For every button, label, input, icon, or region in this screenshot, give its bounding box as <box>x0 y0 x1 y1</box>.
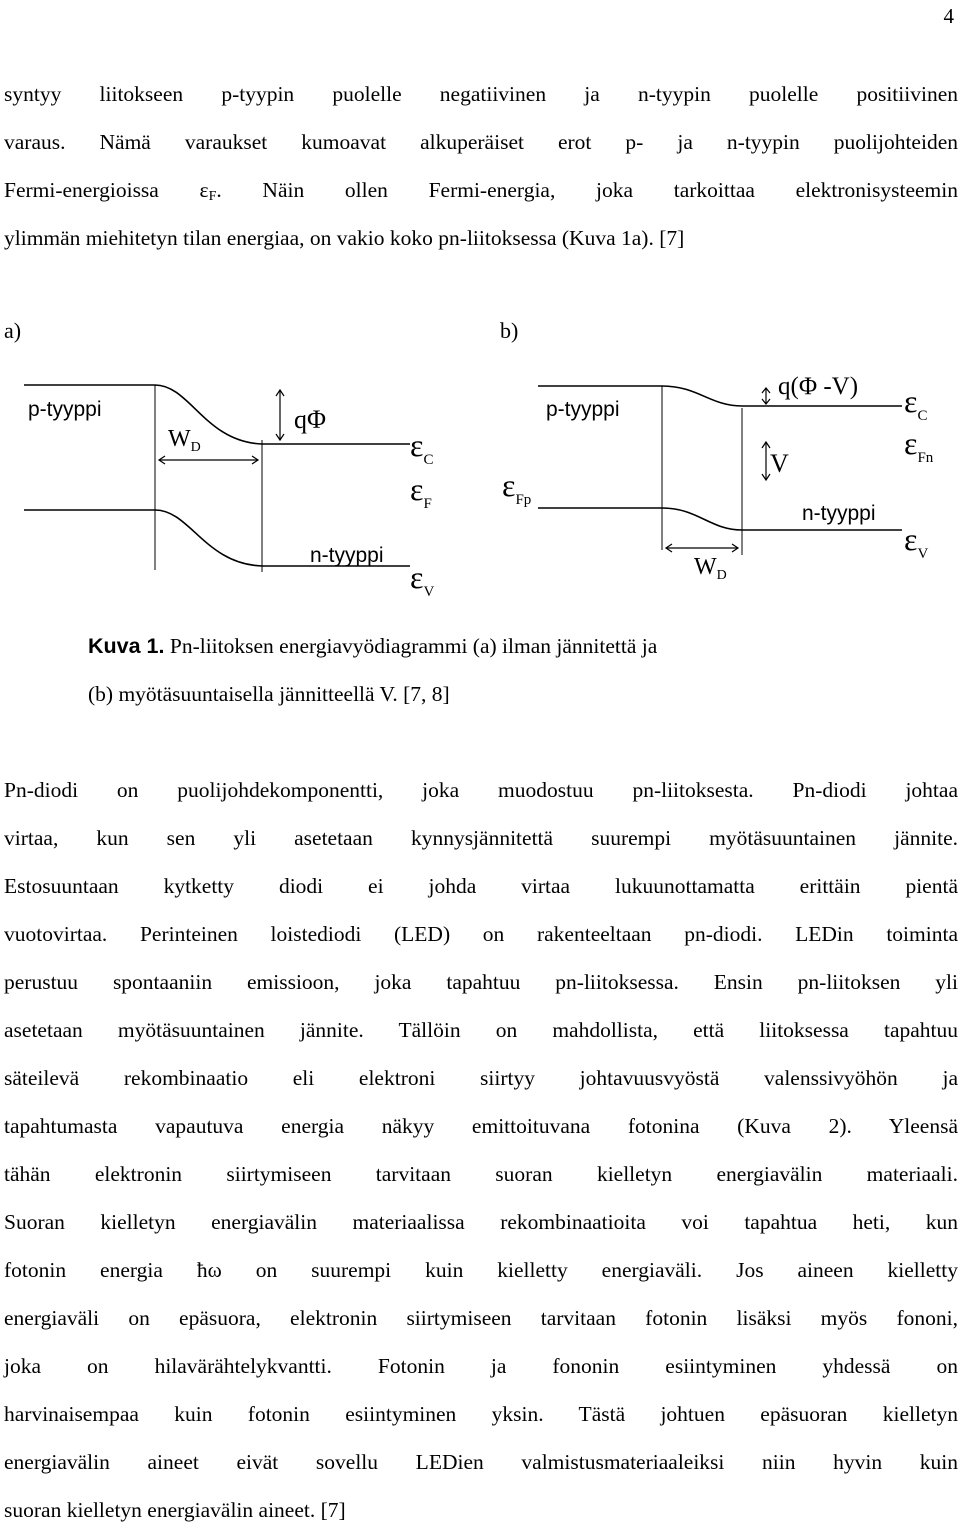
caption-label: Kuva 1. <box>88 634 165 658</box>
text-line: Estosuuntaan kytketty diodi ei johda virtaa lukuunottamatta erittäin pientä <box>4 874 958 898</box>
figure-label-a: a) <box>4 318 22 343</box>
ev-label-b: $\varepsilon_V$ <box>904 521 929 562</box>
figure-caption: Kuva 1. Pn-liitoksen energiavyödiagrammi (a) ilman jännitettä ja (b) myötäsuuntaisella jännitteellä V. [7, 8] <box>88 634 658 706</box>
ev-label-a: $\varepsilon_V$ <box>410 559 435 600</box>
page-number: 4 <box>943 4 954 28</box>
ec-label-a: $\varepsilon_C$ <box>410 427 434 468</box>
text-line: virtaa, kun sen yli asetetaan kynnysjännitettä suurempi myötäsuuntainen jännite. <box>4 826 958 850</box>
text-line: joka on hilavärähtelykvantti. Fotonin ja fononin esiintyminen yhdessä on <box>4 1354 958 1378</box>
text-line: ylimmän miehitetyn tilan energiaa, on vakio koko pn-liitoksessa (Kuva 1a). [7] <box>4 226 685 250</box>
figure-label-b: b) <box>500 318 519 343</box>
text-line: suoran kielletyn energiavälin aineet. [7] <box>4 1498 346 1522</box>
text-line: fotonin energia ħω on suurempi kuin kielletty energiaväli. Jos aineen kielletty <box>4 1258 958 1282</box>
text-line: varaus. Nämä varaukset kumoavat alkuperäiset erot p- ja n-tyypin puolijohteiden <box>4 130 958 154</box>
text-line: Fermi-energioissa $\varepsilon_F$. Näin ollen Fermi-energia, joka tarkoittaa elektronisysteemin <box>4 178 958 204</box>
barrier-label-a: qΦ <box>294 405 327 434</box>
text-line: harvinaisempaa kuin fotonin esiintyminen yksin. Tästä johtuen epäsuoran kielletyn <box>4 1402 958 1426</box>
text-line: Suoran kielletyn energiavälin materiaalissa rekombinaatioita voi tapahtua heti, kun <box>4 1210 958 1234</box>
text-line: tapahtumasta vapautuva energia näkyy emittoituvana fotonina (Kuva 2). Yleensä <box>4 1114 958 1138</box>
text-line: perustuu spontaaniin emissioon, joka tapahtuu pn-liitoksessa. Ensin pn-liitoksen yli <box>4 970 958 994</box>
text-line: tähän elektronin siirtymiseen tarvitaan suoran kielletyn energiavälin materiaali. <box>4 1162 958 1186</box>
wd-label-b: $W_D$ <box>694 554 727 583</box>
text-line: energiavälin aineet eivät sovellu LEDien valmistusmateriaaleiksi niin hyvin kuin <box>4 1450 958 1474</box>
paragraph-intro <box>4 70 958 262</box>
p-type-label-a: p-tyyppi <box>28 398 102 421</box>
n-type-label-b: n-tyyppi <box>802 502 876 525</box>
text-line: energiaväli on epäsuora, elektronin siirtymiseen tarvitaan fotonin lisäksi myös fononi, <box>4 1306 958 1330</box>
n-type-label-a: n-tyyppi <box>310 544 384 567</box>
text-line: syntyy liitokseen p-tyypin puolelle negatiivinen ja n-tyypin puolelle positiivinen <box>4 82 958 106</box>
paragraph-led <box>4 766 958 1534</box>
efp-label-b: $\varepsilon_{Fp}$ <box>502 467 532 508</box>
text-line: vuotovirtaa. Perinteinen loistediodi (LED) on rakenteeltaan pn-diodi. LEDin toiminta <box>4 922 958 946</box>
voltage-label-b: V <box>770 449 789 478</box>
p-type-label-b: p-tyyppi <box>546 398 620 421</box>
text-line: asetetaan myötäsuuntainen jännite. Tällöin on mahdollista, että liitoksessa tapahtuu <box>4 1018 958 1042</box>
text-line: Pn-diodi on puolijohdekomponentti, joka muodostuu pn-liitoksesta. Pn-diodi johtaa <box>4 778 958 802</box>
text-line: säteilevä rekombinaatio eli elektroni siirtyy johtavuusvyöstä valenssivyöhön ja <box>4 1066 958 1090</box>
ec-label-b: $\varepsilon_C$ <box>904 383 928 424</box>
wd-label-a: $W_D$ <box>168 426 201 455</box>
ef-label-a: $\varepsilon_F$ <box>410 471 432 512</box>
band-diagram-a <box>0 360 480 620</box>
barrier-label-b: q(Φ -V) <box>778 373 859 400</box>
efn-label-b: $\varepsilon_{Fn}$ <box>904 425 934 466</box>
band-diagram-b <box>480 360 960 600</box>
